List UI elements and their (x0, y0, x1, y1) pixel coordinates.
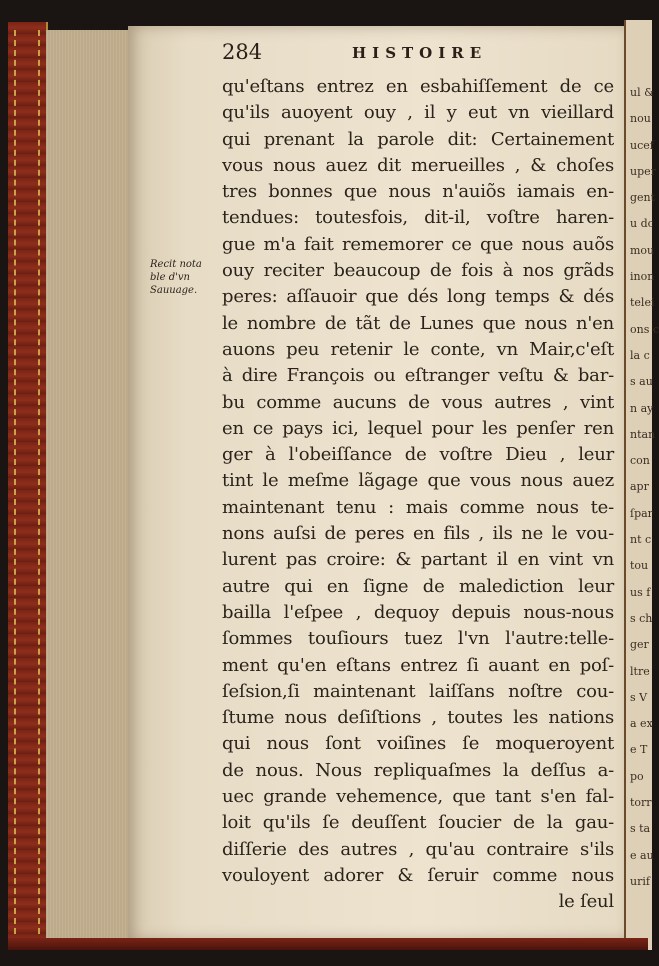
facing-page-fragment: a ex (630, 717, 653, 731)
body-text (222, 74, 614, 916)
text-line: bu comme aucuns de vous autres , vint (222, 391, 614, 413)
facing-page-fragment: nt c (630, 533, 652, 547)
facing-page-fragment: telei (630, 296, 655, 310)
text-line: peres: aſſauoir que dés long temps & dés (222, 286, 614, 308)
text-line: ment qu'en eſtans entrez ſi auant en poſ- (222, 654, 614, 676)
facing-page-fragment: us f (630, 585, 651, 599)
text-line: gue m'a fait rememorer ce que nous auõs (222, 233, 614, 255)
text-line: le ſeul (558, 891, 614, 913)
facing-page-fragment: e T (630, 743, 648, 757)
facing-page-fragment: ltre (630, 664, 650, 678)
text-line: maintenant tenu : mais comme nous te- (222, 496, 614, 518)
facing-page-fragment: tou (630, 559, 649, 573)
text-line: autre qui en ſigne de malediction leur (222, 575, 614, 597)
facing-page-fragment: u dc (630, 217, 654, 231)
text-line: le nombre de tãt de Lunes que nous n'en (222, 312, 614, 334)
facing-page-fragment: ul & (630, 86, 654, 99)
facing-page-fragment: ucef (630, 138, 654, 152)
text-line: qu'ils auoyent ouy , il y eut vn vieillard (222, 102, 614, 124)
text-line: ſtume nous deſiſtions , toutes les nations (222, 707, 614, 729)
facing-page-fragment: la c (630, 348, 650, 362)
marginal-note-line: ble d'vn (150, 272, 190, 283)
marginal-note-line: Recit nota (150, 259, 202, 270)
page-edges (46, 30, 129, 938)
facing-page-fragment: e au (630, 848, 654, 862)
text-line: ſeſsion,ſi maintenant laiſſans noſtre cou- (222, 680, 614, 702)
text-line: nons auſsi de peres en fils , ils ne le vou- (222, 523, 614, 545)
facing-page-fragment: gent (630, 191, 656, 205)
text-line: lurent pas croire: & partant il en vint vn (222, 549, 614, 571)
facing-page-fragments (630, 80, 659, 895)
facing-page-fragment: ntan (630, 427, 656, 441)
facing-page-edge (624, 20, 659, 950)
text-line: tint le meſme lãgage que vous nous auez (222, 470, 614, 492)
marginal-note-line: Sauuage. (150, 285, 198, 296)
text-line: vouloyent adorer & ſeruir comme nous (222, 864, 614, 886)
text-line: diſſerie des autres , qu'au contraire s'ils (222, 838, 614, 860)
facing-page-fragment: torr (630, 796, 652, 810)
facing-page-fragment: mou (630, 243, 655, 257)
text-line: auons peu retenir le conte, vn Mair,c'eſt (222, 338, 614, 360)
text-line: de nous. Nous repliquaſmes la deſſus a- (222, 759, 614, 781)
facing-page-fragment: s au (630, 375, 653, 389)
text-line: en ce pays ici, lequel pour les penſer ren (222, 417, 614, 439)
text-line: qui prenant la parole dit: Certainement (222, 128, 614, 150)
text-line: bailla l'eſpee , dequoy depuis nous-nous (222, 601, 614, 623)
text-line: uec grande vehemence, que tant s'en fal- (222, 786, 614, 808)
facing-page-fragment: ons c (630, 322, 659, 336)
binding-bottom-edge (8, 938, 648, 950)
facing-page-fragment: ger (630, 638, 649, 652)
text-line: qui nous ſont voiſines ſe moqueroyent (222, 733, 614, 755)
facing-page-fragment: s ta (630, 822, 651, 836)
text-line: ger à l'obeiſſance de voſtre Dieu , leur (222, 444, 614, 466)
facing-page-fragment: con (630, 454, 650, 468)
facing-page-fragment: uper (630, 164, 656, 178)
facing-page-fragment: po (630, 769, 644, 783)
facing-page-fragment: n ay (630, 401, 654, 415)
facing-page-fragment: nou (630, 112, 651, 126)
facing-page-fragment: urif (630, 874, 650, 888)
facing-page-fragment: ſpar (630, 506, 653, 520)
facing-page-fragment: apr (630, 480, 649, 494)
facing-page-fragment: inon (630, 270, 655, 284)
text-line: tendues: toutesfois, dit-il, voſtre haren- (222, 207, 614, 229)
running-head (222, 40, 617, 68)
text-line: ſommes touſiours tuez l'vn l'autre:telle- (222, 628, 614, 650)
text-line: loit qu'ils ſe deuſſent ſoucier de la gau- (222, 812, 614, 834)
text-line: vous nous auez dit merueilles , & choſes (222, 154, 614, 176)
text-line: ouy reciter beaucoup de fois à nos grãds (222, 260, 614, 282)
book-binding (8, 22, 48, 942)
facing-page-fragment: s ch (630, 611, 653, 625)
text-line: qu'eſtans entrez en esbahiſſement de ce (222, 76, 614, 97)
page-number: 284 (222, 40, 263, 64)
facing-page-fragment: s V (630, 690, 648, 704)
marginal-note (150, 258, 212, 297)
text-line: à dire François ou eſtranger veſtu & bar- (222, 365, 614, 387)
running-title: HISTOIRE (352, 44, 488, 62)
text-line: tres bonnes que nous n'auiõs iamais en- (222, 181, 614, 203)
